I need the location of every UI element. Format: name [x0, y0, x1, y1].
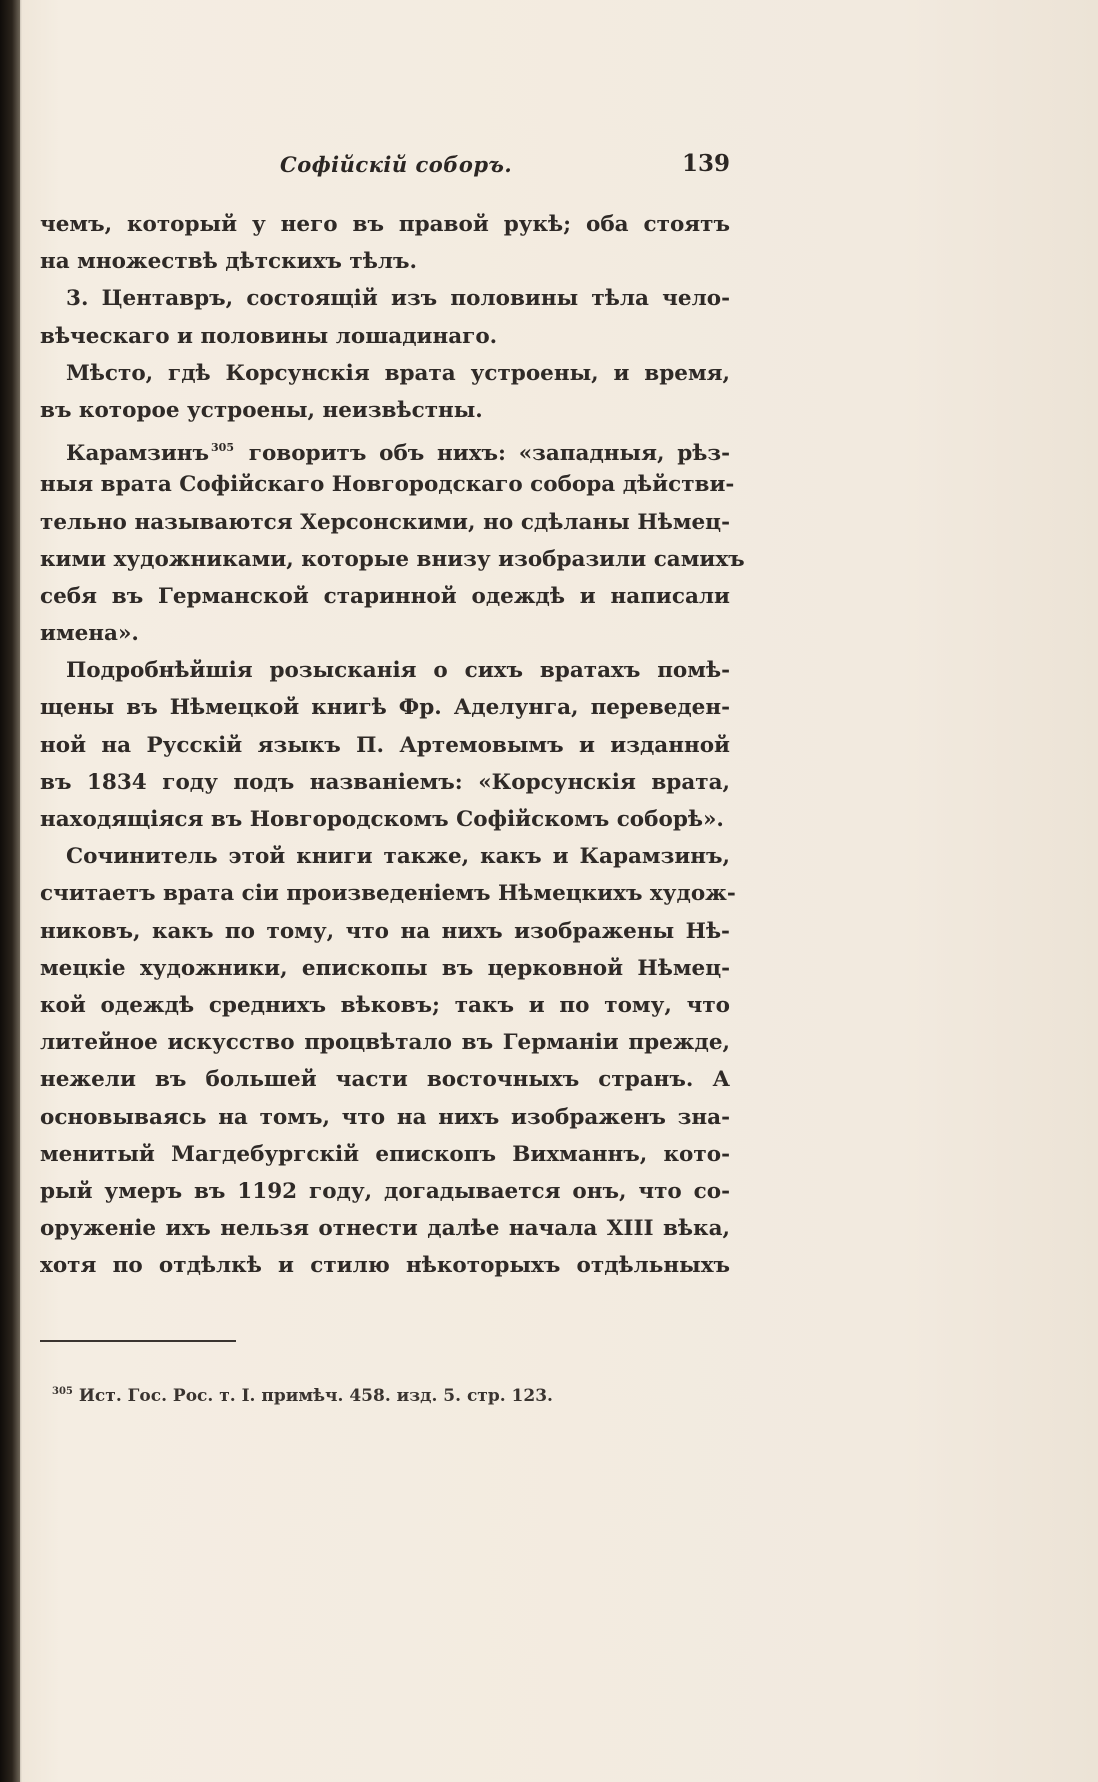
- text-line: нежели въ большей части восточныхъ странъ. А: [40, 1067, 730, 1093]
- running-head: Софійскій соборъ.: [280, 152, 513, 177]
- text-line-rest: говоритъ объ нихъ: «западныя, рѣз-: [248, 441, 730, 467]
- book-spine-shadow: [0, 0, 20, 1782]
- text-line: основываясь на томъ, что на нихъ изображенъ зна-: [40, 1104, 730, 1130]
- page-number: 139: [681, 150, 730, 177]
- text-line: никовъ, какъ по тому, что на нихъ изображены Нѣ-: [40, 918, 730, 944]
- text-line: Сочинитель этой книги также, какъ и Карамзинъ,: [66, 844, 730, 870]
- text-line: щены въ Нѣмецкой книгѣ Фр. Аделунга, переведен-: [40, 695, 730, 721]
- text-line: себя въ Германской старинной одеждѣ и написали: [40, 583, 730, 609]
- text-line: на множествѣ дѣтскихъ тѣлъ.: [40, 249, 417, 275]
- footnote-reference[interactable]: 305: [211, 441, 234, 455]
- page-header: [40, 148, 730, 184]
- text-line: считаетъ врата сіи произведеніемъ Нѣмецкихъ худож-: [40, 881, 736, 907]
- text-line: литейное искусство процвѣтало въ Германіи прежде,: [40, 1030, 730, 1056]
- text-line: въ 1834 году подъ названіемъ: «Корсунскія врата,: [40, 769, 730, 795]
- footnote-mark: 305: [52, 1386, 73, 1397]
- text-line: хотя по отдѣлкѣ и стилю нѣкоторыхъ отдѣльныхъ: [40, 1253, 730, 1279]
- text-line: находящіяся въ Новгородскомъ Софійскомъ соборѣ».: [40, 807, 724, 832]
- text-line: въ которое устроены, неизвѣстны.: [40, 397, 483, 423]
- text-line: оруженіе ихъ нельзя отнести далѣе начала XIII вѣка,: [40, 1216, 730, 1242]
- text-line: рый умеръ въ 1192 году, догадывается онъ, что со-: [40, 1178, 730, 1204]
- author-name: Карамзинъ: [66, 441, 210, 467]
- text-line: Мѣсто, гдѣ Корсунскія врата устроены, и время,: [66, 360, 730, 386]
- text-line: чемъ, который у него въ правой рукѣ; оба стоятъ: [40, 212, 730, 237]
- text-line: мецкіе художники, епископы въ церковной Нѣмец-: [40, 955, 730, 981]
- text-line-with-note: [40, 429, 730, 466]
- text-line: 3. Центавръ, состоящій изъ половины тѣла чело-: [66, 286, 730, 312]
- text-line: ной на Русскій языкъ П. Артемовымъ и изданной: [40, 732, 730, 758]
- body-text: [40, 206, 745, 1284]
- footnote-divider: [40, 1340, 236, 1342]
- text-line: менитый Магдебургскій епископъ Вихманнъ, кото-: [40, 1141, 730, 1167]
- text-line: вѣческаго и половины лошадинаго.: [40, 323, 498, 349]
- text-line: тельно называются Херсонскими, но сдѣланы Нѣмец-: [40, 509, 730, 535]
- text-line: имена».: [40, 621, 139, 647]
- text-line: Подробнѣйшія розысканія о сихъ вратахъ помѣ-: [66, 658, 730, 684]
- text-line: ныя врата Софійскаго Новгородскаго собора дѣйстви-: [40, 472, 735, 498]
- footnote: [52, 1386, 553, 1406]
- text-line: кой одеждѣ среднихъ вѣковъ; такъ и по тому, что: [40, 992, 730, 1018]
- footnote-text: Ист. Гос. Рос. т. I. примѣч. 458. изд. 5. стр. 123.: [78, 1386, 553, 1406]
- text-line: кими художниками, которые внизу изобразили самихъ: [40, 546, 745, 572]
